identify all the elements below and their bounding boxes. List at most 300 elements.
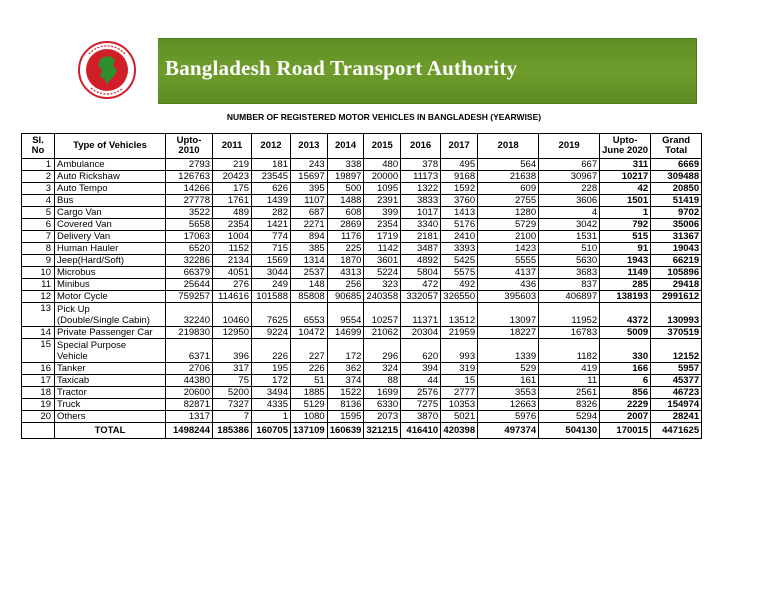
table-cell: 1 (600, 207, 651, 219)
table-cell: 1 (252, 411, 291, 423)
total-cell: 504130 (539, 423, 600, 439)
table-cell: 2537 (291, 267, 328, 279)
table-cell: 285 (600, 279, 651, 291)
table-cell: 1870 (327, 255, 364, 267)
table-cell: 3760 (441, 195, 478, 207)
total-cell: 420398 (441, 423, 478, 439)
table-cell: 20600 (166, 387, 213, 399)
table-cell: 44380 (166, 375, 213, 387)
table-cell: 5425 (441, 255, 478, 267)
total-cell: 170015 (600, 423, 651, 439)
table-cell: 2181 (401, 231, 441, 243)
table-cell: 228 (539, 183, 600, 195)
table-cell: 23545 (252, 171, 291, 183)
table-cell: 6330 (364, 399, 401, 411)
table-row (22, 171, 702, 183)
table-cell: 1423 (478, 243, 539, 255)
table-cell: 256 (327, 279, 364, 291)
table-cell: 3606 (539, 195, 600, 207)
brta-logo-icon (77, 40, 137, 100)
table-cell: 13097 (478, 303, 539, 327)
vehicle-type: Taxicab (55, 375, 166, 387)
table-cell: 21959 (441, 327, 478, 339)
table-cell: 19897 (327, 171, 364, 183)
table-cell: 792 (600, 219, 651, 231)
table-row (22, 387, 702, 399)
table-row (22, 279, 702, 291)
table-cell: 7327 (213, 399, 252, 411)
table-row (22, 207, 702, 219)
table-cell: 311 (600, 159, 651, 171)
table-cell: 489 (213, 207, 252, 219)
table-cell: 1719 (364, 231, 401, 243)
table-cell: 4372 (600, 303, 651, 327)
table-cell: 609 (478, 183, 539, 195)
table-cell: 395 (291, 183, 328, 195)
row-number: 7 (22, 231, 55, 243)
table-cell: 13512 (441, 303, 478, 327)
table-cell: 5294 (539, 411, 600, 423)
table-cell: 3601 (364, 255, 401, 267)
table-cell: 15697 (291, 171, 328, 183)
table-cell: 326550 (441, 291, 478, 303)
table-cell: 370519 (651, 327, 702, 339)
table-cell: 27778 (166, 195, 213, 207)
table-cell: 323 (364, 279, 401, 291)
table-cell: 2391 (364, 195, 401, 207)
table-row (22, 231, 702, 243)
table-row (22, 327, 702, 339)
table-row (22, 363, 702, 375)
table-cell: 10460 (213, 303, 252, 327)
table-cell: 1095 (364, 183, 401, 195)
table-cell: 6553 (291, 303, 328, 327)
row-number: 1 (22, 159, 55, 171)
vehicle-type: Covered Van (55, 219, 166, 231)
table-cell: 42 (600, 183, 651, 195)
table-cell: 138193 (600, 291, 651, 303)
total-cell: 497374 (478, 423, 539, 439)
table-cell: 29418 (651, 279, 702, 291)
row-number: 8 (22, 243, 55, 255)
table-cell: 856 (600, 387, 651, 399)
column-header: 2018 (478, 134, 539, 159)
table-row (22, 303, 702, 327)
table-cell: 10472 (291, 327, 328, 339)
table-cell: 3494 (252, 387, 291, 399)
vehicle-type: Special Purpose Vehicle (55, 339, 166, 363)
row-number: 13 (22, 303, 55, 327)
table-cell: 5009 (600, 327, 651, 339)
column-header: 2013 (291, 134, 328, 159)
table-cell: 3833 (401, 195, 441, 207)
table-row (22, 339, 702, 363)
table-cell: 91 (600, 243, 651, 255)
table-cell: 626 (252, 183, 291, 195)
table-cell: 620 (401, 339, 441, 363)
table-row (22, 195, 702, 207)
table-cell: 249 (252, 279, 291, 291)
table-cell: 3870 (401, 411, 441, 423)
table-cell: 1107 (291, 195, 328, 207)
table-cell: 1761 (213, 195, 252, 207)
table-cell: 472 (401, 279, 441, 291)
table-cell: 11173 (401, 171, 441, 183)
total-label: TOTAL (55, 423, 166, 439)
table-cell: 90685 (327, 291, 364, 303)
column-header: Upto- June 2020 (600, 134, 651, 159)
table-cell: 1421 (252, 219, 291, 231)
column-header: Grand Total (651, 134, 702, 159)
table-cell: 3393 (441, 243, 478, 255)
table-cell: 419 (539, 363, 600, 375)
table-row (22, 219, 702, 231)
table-cell: 51419 (651, 195, 702, 207)
table-cell: 6669 (651, 159, 702, 171)
table-cell: 5729 (478, 219, 539, 231)
table-cell: 20850 (651, 183, 702, 195)
table-cell: 1339 (478, 339, 539, 363)
table-cell: 1885 (291, 387, 328, 399)
total-cell: 160639 (327, 423, 364, 439)
table-cell: 759257 (166, 291, 213, 303)
table-cell: 5129 (291, 399, 328, 411)
table-cell: 282 (252, 207, 291, 219)
table-cell: 10353 (441, 399, 478, 411)
table-cell: 395603 (478, 291, 539, 303)
table-cell: 16783 (539, 327, 600, 339)
authority-name: Bangladesh Road Transport Authority (165, 56, 518, 80)
column-header: 2014 (327, 134, 364, 159)
table-cell: 1699 (364, 387, 401, 399)
table-cell: 2410 (441, 231, 478, 243)
row-number: 14 (22, 327, 55, 339)
table-cell: 9168 (441, 171, 478, 183)
table-cell: 2991612 (651, 291, 702, 303)
table-cell: 529 (478, 363, 539, 375)
table-cell: 172 (252, 375, 291, 387)
table-cell: 3340 (401, 219, 441, 231)
table-cell: 3553 (478, 387, 539, 399)
vehicle-type: Minibus (55, 279, 166, 291)
table-cell: 2007 (600, 411, 651, 423)
table-cell: 5630 (539, 255, 600, 267)
table-cell: 45377 (651, 375, 702, 387)
table-cell: 35006 (651, 219, 702, 231)
table-row (22, 375, 702, 387)
table-cell: 10217 (600, 171, 651, 183)
table-cell: 510 (539, 243, 600, 255)
table-cell: 5224 (364, 267, 401, 279)
total-row (22, 423, 702, 439)
table-cell: 3487 (401, 243, 441, 255)
table-cell: 319 (441, 363, 478, 375)
column-header: 2017 (441, 134, 478, 159)
table-cell: 5804 (401, 267, 441, 279)
table-cell: 2100 (478, 231, 539, 243)
table-cell: 20423 (213, 171, 252, 183)
table-cell: 181 (252, 159, 291, 171)
vehicle-type: Tractor (55, 387, 166, 399)
table-cell: 11371 (401, 303, 441, 327)
total-cell: 4471625 (651, 423, 702, 439)
table-cell: 2777 (441, 387, 478, 399)
table-cell: 378 (401, 159, 441, 171)
table-cell: 6 (600, 375, 651, 387)
table-cell: 309488 (651, 171, 702, 183)
table-cell: 20000 (364, 171, 401, 183)
total-spacer (22, 423, 55, 439)
column-header: Type of Vehicles (55, 134, 166, 159)
table-cell: 12152 (651, 339, 702, 363)
table-cell: 1531 (539, 231, 600, 243)
table-cell: 1943 (600, 255, 651, 267)
vehicle-type: Private Passenger Car (55, 327, 166, 339)
table-cell: 46723 (651, 387, 702, 399)
table-cell: 8326 (539, 399, 600, 411)
table-cell: 394 (401, 363, 441, 375)
column-header: Upto- 2010 (166, 134, 213, 159)
vehicle-type: Auto Tempo (55, 183, 166, 195)
table-cell: 687 (291, 207, 328, 219)
table-row (22, 291, 702, 303)
vehicle-type: Others (55, 411, 166, 423)
table-cell: 227 (291, 339, 328, 363)
row-number: 6 (22, 219, 55, 231)
row-number: 15 (22, 339, 55, 363)
table-cell: 44 (401, 375, 441, 387)
total-cell: 1498244 (166, 423, 213, 439)
table-cell: 4137 (478, 267, 539, 279)
vehicle-type: Jeep(Hard/Soft) (55, 255, 166, 267)
table-cell: 1322 (401, 183, 441, 195)
table-cell: 7275 (401, 399, 441, 411)
table-cell: 219 (213, 159, 252, 171)
table-cell: 2229 (600, 399, 651, 411)
table-cell: 1182 (539, 339, 600, 363)
table-cell: 338 (327, 159, 364, 171)
vehicle-type: Pick Up (Double/Single Cabin) (55, 303, 166, 327)
table-cell: 14699 (327, 327, 364, 339)
table-cell: 1017 (401, 207, 441, 219)
table-cell: 175 (213, 183, 252, 195)
table-cell: 1592 (441, 183, 478, 195)
table-cell: 1080 (291, 411, 328, 423)
table-cell: 1488 (327, 195, 364, 207)
column-header: Sl. No (22, 134, 55, 159)
row-number: 11 (22, 279, 55, 291)
table-cell: 3044 (252, 267, 291, 279)
table-cell: 6520 (166, 243, 213, 255)
table-cell: 4 (539, 207, 600, 219)
table-cell: 21062 (364, 327, 401, 339)
table-cell: 6371 (166, 339, 213, 363)
vehicle-type: Tanker (55, 363, 166, 375)
table-cell: 85808 (291, 291, 328, 303)
row-number: 18 (22, 387, 55, 399)
table-cell: 21638 (478, 171, 539, 183)
table-cell: 7 (213, 411, 252, 423)
table-cell: 495 (441, 159, 478, 171)
table-cell: 31367 (651, 231, 702, 243)
table-cell: 406897 (539, 291, 600, 303)
table-cell: 3042 (539, 219, 600, 231)
table-cell: 15 (441, 375, 478, 387)
table-cell: 5555 (478, 255, 539, 267)
table-cell: 18227 (478, 327, 539, 339)
table-cell: 2354 (213, 219, 252, 231)
table-cell: 774 (252, 231, 291, 243)
table-cell: 1595 (327, 411, 364, 423)
table-header-row (22, 134, 702, 159)
table-cell: 4335 (252, 399, 291, 411)
table-cell: 374 (327, 375, 364, 387)
table-cell: 66379 (166, 267, 213, 279)
column-header: 2012 (252, 134, 291, 159)
table-cell: 195 (252, 363, 291, 375)
table-cell: 25644 (166, 279, 213, 291)
table-cell: 2271 (291, 219, 328, 231)
table-cell: 276 (213, 279, 252, 291)
table-row (22, 399, 702, 411)
table-cell: 1522 (327, 387, 364, 399)
table-cell: 14266 (166, 183, 213, 195)
table-cell: 667 (539, 159, 600, 171)
table-cell: 296 (364, 339, 401, 363)
total-cell: 416410 (401, 423, 441, 439)
table-cell: 1142 (364, 243, 401, 255)
vehicle-type: Bus (55, 195, 166, 207)
table-cell: 3683 (539, 267, 600, 279)
table-cell: 9554 (327, 303, 364, 327)
table-cell: 8136 (327, 399, 364, 411)
table-cell: 30967 (539, 171, 600, 183)
table-cell: 715 (252, 243, 291, 255)
table-cell: 20304 (401, 327, 441, 339)
total-cell: 137109 (291, 423, 328, 439)
table-cell: 51 (291, 375, 328, 387)
row-number: 2 (22, 171, 55, 183)
table-cell: 3522 (166, 207, 213, 219)
table-cell: 993 (441, 339, 478, 363)
table-cell: 9702 (651, 207, 702, 219)
table-cell: 332057 (401, 291, 441, 303)
table-cell: 219830 (166, 327, 213, 339)
table-body (22, 159, 702, 439)
table-cell: 148 (291, 279, 328, 291)
table-cell: 172 (327, 339, 364, 363)
vehicle-type: Cargo Van (55, 207, 166, 219)
table-cell: 11 (539, 375, 600, 387)
table-cell: 1314 (291, 255, 328, 267)
row-number: 10 (22, 267, 55, 279)
row-number: 3 (22, 183, 55, 195)
table-cell: 1152 (213, 243, 252, 255)
row-number: 5 (22, 207, 55, 219)
total-cell: 160705 (252, 423, 291, 439)
table-cell: 88 (364, 375, 401, 387)
table-cell: 1569 (252, 255, 291, 267)
table-cell: 32240 (166, 303, 213, 327)
table-cell: 82871 (166, 399, 213, 411)
table-cell: 114616 (213, 291, 252, 303)
row-number: 12 (22, 291, 55, 303)
table-cell: 166 (600, 363, 651, 375)
table-cell: 436 (478, 279, 539, 291)
table-cell: 2869 (327, 219, 364, 231)
table-cell: 399 (364, 207, 401, 219)
table-cell: 5957 (651, 363, 702, 375)
vehicle-type: Microbus (55, 267, 166, 279)
table-cell: 5176 (441, 219, 478, 231)
table-cell: 1149 (600, 267, 651, 279)
table-cell: 4313 (327, 267, 364, 279)
table-cell: 5976 (478, 411, 539, 423)
table-cell: 2706 (166, 363, 213, 375)
table-row (22, 159, 702, 171)
table-cell: 837 (539, 279, 600, 291)
table-cell: 17063 (166, 231, 213, 243)
table-cell: 126763 (166, 171, 213, 183)
table-cell: 2134 (213, 255, 252, 267)
column-header: 2016 (401, 134, 441, 159)
table-cell: 240358 (364, 291, 401, 303)
table-cell: 564 (478, 159, 539, 171)
table-cell: 101588 (252, 291, 291, 303)
total-cell: 185386 (213, 423, 252, 439)
table-cell: 2561 (539, 387, 600, 399)
row-number: 20 (22, 411, 55, 423)
table-cell: 9224 (252, 327, 291, 339)
column-header: 2011 (213, 134, 252, 159)
table-cell: 385 (291, 243, 328, 255)
table-cell: 225 (327, 243, 364, 255)
table-cell: 32286 (166, 255, 213, 267)
table-cell: 66219 (651, 255, 702, 267)
table-row (22, 183, 702, 195)
table-cell: 608 (327, 207, 364, 219)
table-cell: 2576 (401, 387, 441, 399)
table-cell: 894 (291, 231, 328, 243)
table-cell: 2793 (166, 159, 213, 171)
table-cell: 396 (213, 339, 252, 363)
table-cell: 130993 (651, 303, 702, 327)
table-cell: 1176 (327, 231, 364, 243)
table-row (22, 411, 702, 423)
table-cell: 7625 (252, 303, 291, 327)
table-cell: 243 (291, 159, 328, 171)
vehicle-type: Motor Cycle (55, 291, 166, 303)
vehicle-registration-table (21, 133, 702, 439)
table-row (22, 267, 702, 279)
table-cell: 2354 (364, 219, 401, 231)
row-number: 17 (22, 375, 55, 387)
table-cell: 154974 (651, 399, 702, 411)
table-cell: 4892 (401, 255, 441, 267)
row-number: 4 (22, 195, 55, 207)
table-cell: 161 (478, 375, 539, 387)
vehicle-type: Ambulance (55, 159, 166, 171)
table-cell: 5575 (441, 267, 478, 279)
table-cell: 1317 (166, 411, 213, 423)
table-cell: 19043 (651, 243, 702, 255)
table-cell: 1439 (252, 195, 291, 207)
table-cell: 492 (441, 279, 478, 291)
table-cell: 2073 (364, 411, 401, 423)
document-title: NUMBER OF REGISTERED MOTOR VEHICLES IN BANGLADESH (YEARWISE) (226, 112, 542, 122)
column-header: 2019 (539, 134, 600, 159)
table-row (22, 243, 702, 255)
